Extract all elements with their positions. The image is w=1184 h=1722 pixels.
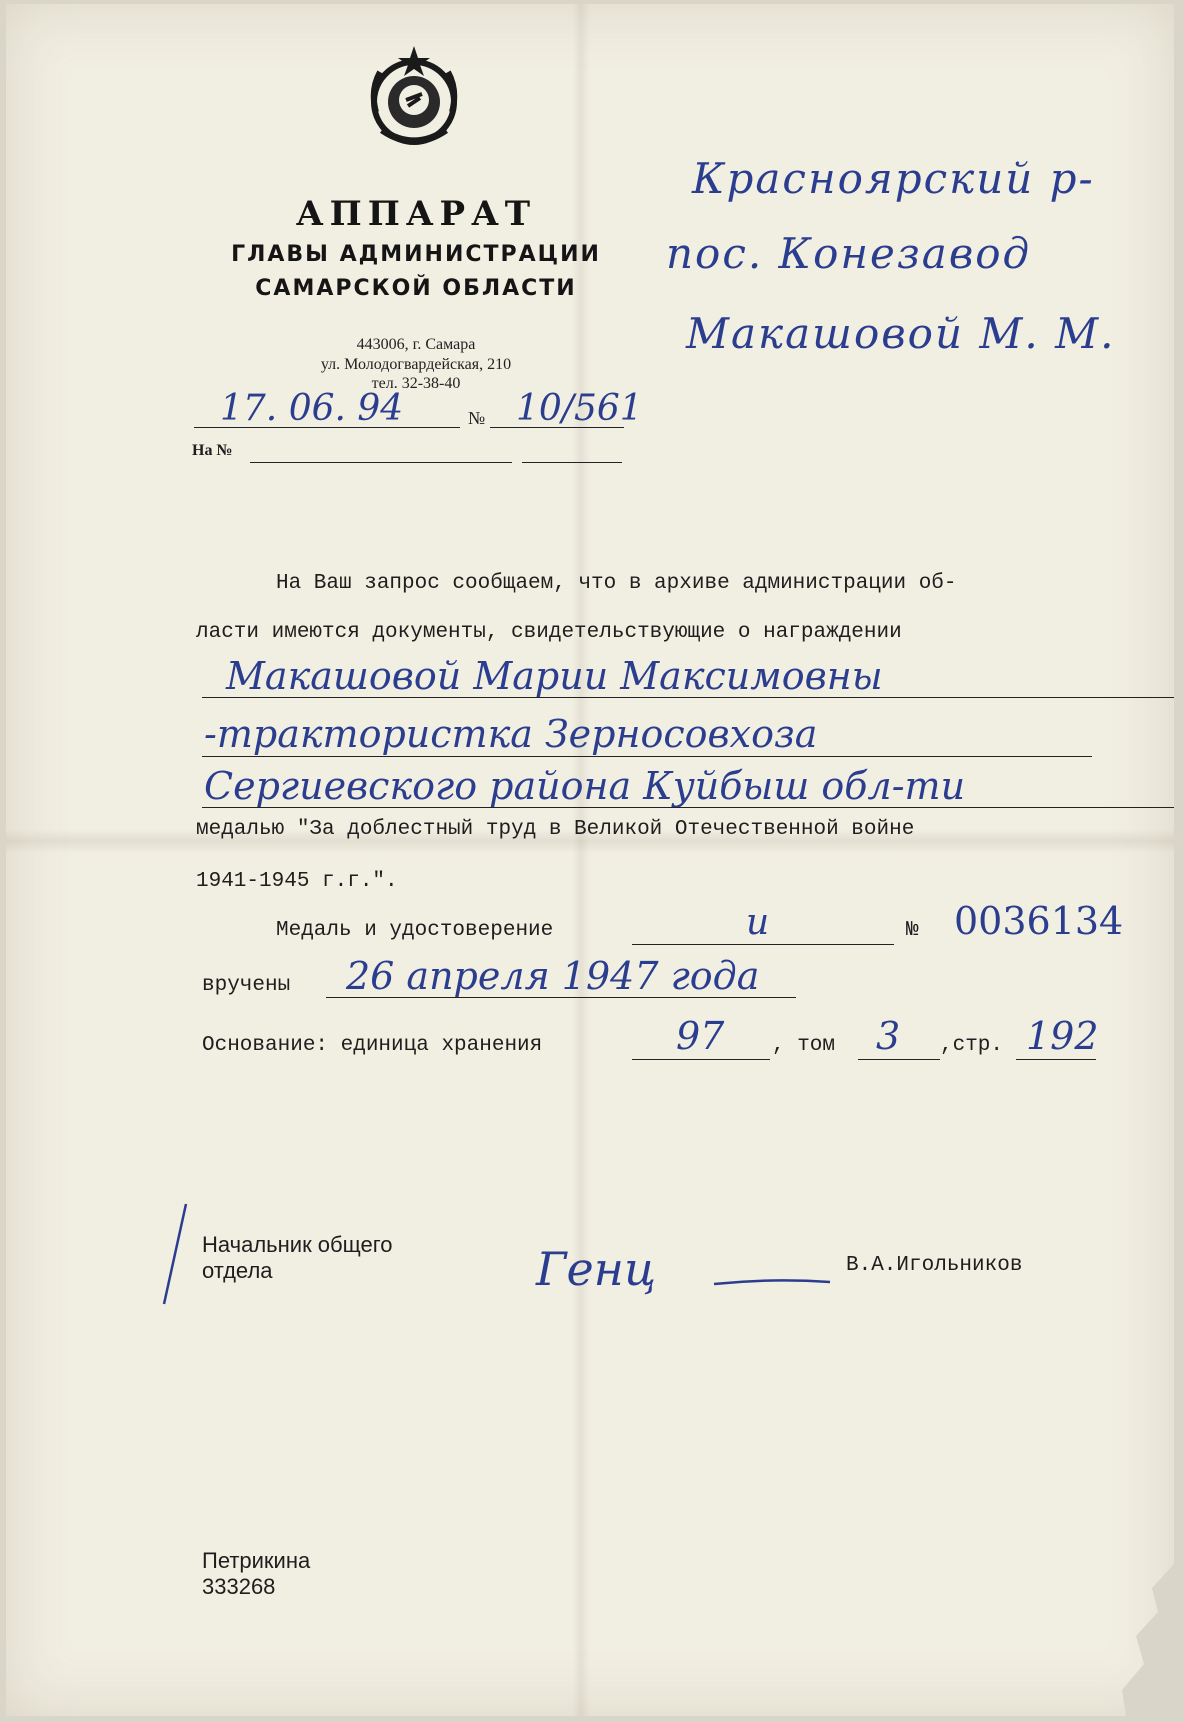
- signer-name: В.А.Игольников: [846, 1254, 1023, 1277]
- handed-underline: [326, 997, 796, 998]
- letterhead-title: АППАРАТ: [295, 194, 537, 234]
- basis-label: Основание: единица хранения: [202, 1034, 543, 1057]
- basis-unit-underline: [632, 1059, 770, 1060]
- medal-line1: медалью "За доблестный труд в Великой Отечественной войне: [196, 818, 915, 841]
- margin-pen-mark: [156, 1200, 196, 1310]
- medal-handwritten: и: [746, 902, 770, 943]
- body-para1-line2: ласти имеются документы, свидетельствующие о награждении: [196, 621, 902, 644]
- document-page: [6, 4, 1174, 1716]
- signature-handwritten: Генц: [536, 1242, 657, 1296]
- letterhead-phone: тел. 32-38-40: [371, 375, 461, 392]
- awardee-name: Макашовой Марии Максимовны: [226, 654, 883, 698]
- torn-corner: [1066, 1564, 1174, 1716]
- medal-underline: [632, 944, 894, 945]
- position-line2: отдела: [202, 1258, 273, 1283]
- recipient-line2: пос. Конезавод: [666, 229, 1032, 278]
- recipient-line1: Красноярский р-: [692, 154, 1095, 203]
- volume-label: , том: [772, 1034, 836, 1057]
- reply-underline-2: [522, 462, 622, 463]
- number-underline: [490, 427, 624, 428]
- awardee-job: -трактористка Зерносовхоза: [204, 712, 818, 756]
- basis-unit: 97: [676, 1014, 725, 1058]
- recipient-line3: Макашовой М. М.: [686, 309, 1116, 358]
- medal-label: Медаль и удостоверение: [276, 919, 554, 942]
- awardee-name-underline: [202, 697, 1174, 698]
- signature-tail-stroke: [712, 1274, 832, 1290]
- date-underline: [194, 427, 460, 428]
- letterhead-postcode: 443006, г. Самара: [356, 336, 476, 353]
- page-underline: [1016, 1059, 1096, 1060]
- number-value: 10/561: [516, 388, 643, 429]
- date-value: 17. 06. 94: [220, 388, 404, 429]
- handed-label: вручены: [202, 974, 291, 997]
- letterhead-street: ул. Молодогвардейская, 210: [320, 356, 512, 373]
- awardee-region-underline: [202, 807, 1174, 808]
- reply-label: На №: [192, 442, 233, 459]
- number-label: №: [468, 408, 486, 428]
- coat-of-arms-emblem: [358, 42, 470, 154]
- position-line1: Начальник общего: [202, 1232, 393, 1257]
- cert-no-label: №: [906, 919, 919, 942]
- executor-name: Петрикина: [202, 1548, 311, 1573]
- executor-phone: 333268: [202, 1574, 276, 1599]
- medal-line2: 1941-1945 г.г.".: [196, 870, 398, 893]
- reply-underline-1: [250, 462, 512, 463]
- letterhead-line1: ГЛАВЫ АДМИНИСТРАЦИИ: [231, 242, 601, 267]
- awardee-job-underline: [202, 756, 1092, 757]
- awardee-region: Сергиевского района Куйбыш обл-ти: [204, 764, 966, 808]
- page-value: 192: [1026, 1014, 1099, 1058]
- body-para1-line1: На Ваш запрос сообщаем, что в архиве администрации об-: [276, 572, 957, 595]
- volume-underline: [858, 1059, 940, 1060]
- cert-no-value: 0036134: [954, 899, 1124, 943]
- handed-date: 26 апреля 1947 года: [346, 954, 760, 998]
- page-label: ,стр.: [940, 1034, 1004, 1057]
- letterhead-line2: САМАРСКОЙ ОБЛАСТИ: [255, 276, 577, 301]
- volume-value: 3: [876, 1014, 901, 1058]
